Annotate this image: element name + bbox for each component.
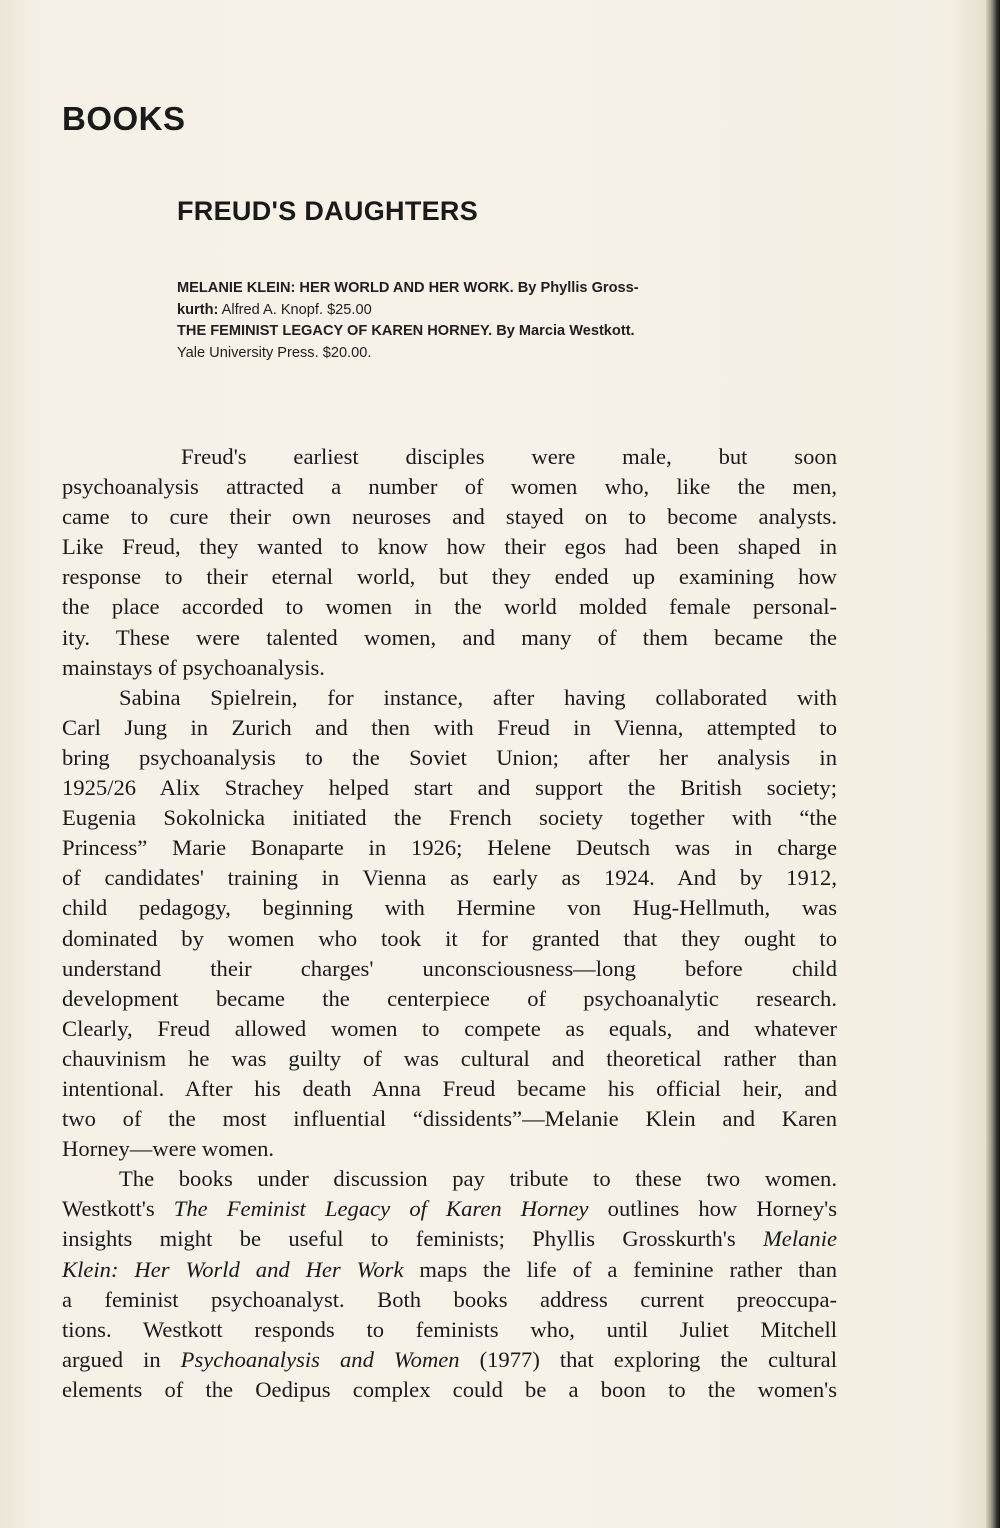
body-line [62, 1255, 837, 1285]
body-line: Eugenia Sokolnicka initiated the French society together with “the [62, 805, 837, 831]
book-2-title-author: THE FEMINIST LEGACY OF KAREN HORNEY. By Marcia Westkott. [177, 323, 635, 339]
body-line: bring psychoanalysis to the Soviet Union; after her analysis in [62, 744, 837, 770]
body-line: Carl Jung in Zurich and then with Freud in Vienna, attempted to [62, 714, 837, 740]
body-line: chauvinism he was guilty of was cultural and theoretical rather than [62, 1045, 837, 1071]
body-line: tions. Westkott responds to feminists who, until Juliet Mitchell [62, 1316, 837, 1342]
body-line [62, 1345, 837, 1375]
body-line: psychoanalysis attracted a number of women who, like the men, [62, 474, 837, 500]
book-1-author-end: kurth: [177, 301, 219, 318]
book-title-italic: The Feminist Legacy of Karen Horney [173, 1196, 589, 1222]
article-title: FREUD'S DAUGHTERS [177, 196, 479, 226]
body-line: child pedagogy, beginning with Hermine von Hug-Hellmuth, was [62, 895, 837, 921]
body-line: intentional. After his death Anna Freud became his official heir, and [62, 1075, 837, 1101]
body-text-run: (1977) that exploring the cultural [459, 1346, 837, 1372]
book-title-italic: Melanie [762, 1226, 837, 1252]
page-edge-shadow [986, 0, 1000, 1528]
body-line [62, 1224, 837, 1254]
book-2-publisher-price: Yale University Press. $20.00. [177, 344, 372, 361]
book-1-line-1 [177, 278, 857, 300]
body-line [62, 1194, 837, 1224]
body-line: Horney—were women. [62, 1136, 275, 1162]
body-text-run: insights might be useful to feminists; Phyllis Grosskurth's [62, 1226, 763, 1252]
body-line: Princess” Marie Bonaparte in 1926; Helene Deutsch was in charge [62, 835, 837, 861]
body-line: Like Freud, they wanted to know how their egos had been shaped in [62, 534, 837, 560]
body-line: came to cure their own neuroses and stayed on to become analysts. [62, 504, 837, 530]
book-1-line-2 [177, 300, 857, 322]
section-label: BOOKS [62, 100, 186, 137]
book-2-line-2 [177, 343, 857, 365]
body-line: ity. These were talented women, and many of them became the [62, 624, 837, 650]
article-body [62, 442, 837, 1405]
book-2-line-1 [177, 321, 857, 343]
body-line: dominated by women who took it for granted that they ought to [62, 925, 837, 951]
book-title-italic: Klein: Her World and Her Work [62, 1256, 404, 1282]
body-text-run: outlines how Horney's [588, 1196, 837, 1222]
body-text-run: argued in [62, 1346, 181, 1372]
body-line: 1925/26 Alix Strachey helped start and support the British society; [62, 775, 837, 801]
body-line: elements of the Oedipus complex could be a boon to the women's [62, 1376, 837, 1402]
body-line: development became the centerpiece of psychoanalytic research. [62, 985, 837, 1011]
body-line: the place accorded to women in the world molded female personal- [62, 594, 837, 620]
body-line: response to their eternal world, but they ended up examining how [62, 564, 837, 590]
body-text-run: Westkott's [62, 1196, 174, 1222]
body-line: understand their charges' unconsciousness—long before child [62, 955, 837, 981]
body-line: a feminist psychoanalyst. Both books address current preoccupa- [62, 1286, 837, 1312]
body-line: The books under discussion pay tribute to these two women. [119, 1166, 837, 1192]
body-line: of candidates' training in Vienna as early as 1924. And by 1912, [62, 865, 837, 891]
body-line: two of the most influential “dissidents”—Melanie Klein and Karen [62, 1106, 837, 1132]
book-1-publisher-price: Alfred A. Knopf. $25.00 [218, 301, 372, 318]
body-line: Freud's earliest disciples were male, but soon [181, 444, 837, 469]
body-line: Clearly, Freud allowed women to compete as equals, and whatever [62, 1015, 837, 1041]
reviewed-books-list [177, 278, 857, 364]
book-title-italic: Psychoanalysis and Women [180, 1346, 460, 1372]
body-line: Sabina Spielrein, for instance, after having collaborated with [119, 684, 837, 710]
body-line: mainstays of psychoanalysis. [62, 654, 325, 680]
body-text-run: maps the life of a feminine rather than [403, 1256, 837, 1282]
book-1-title-author: MELANIE KLEIN: HER WORLD AND HER WORK. By Phyllis Gross- [177, 280, 639, 296]
